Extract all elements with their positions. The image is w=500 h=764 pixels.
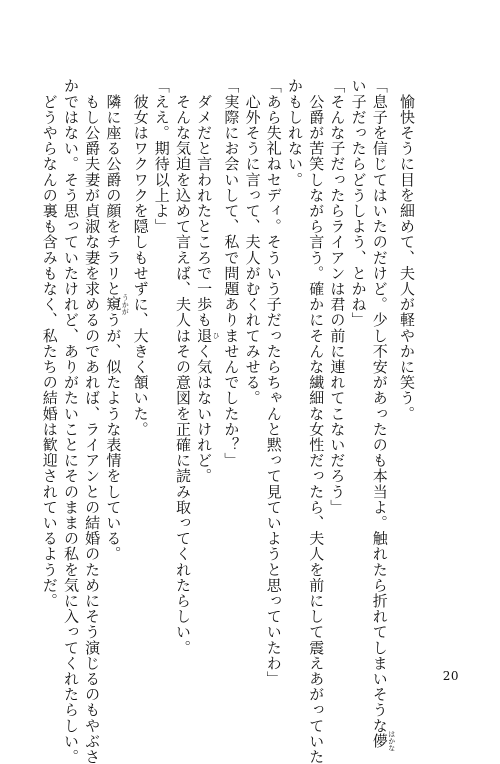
text-line-17: どうやらなんの裏も含みもなく、私たちの結婚は歓迎されているようだ。: [40, 78, 59, 609]
vertical-text-body: [39, 78, 417, 764]
text-line-15: もし公爵夫妻が貞淑な妻を求めるのであれば、ライアンとの結婚のためにそう演じるのもやぶさ: [83, 78, 102, 764]
text-line-7: 「あら失礼ねセディ。そういう子だったらちゃんと黙って見ていようと思っていたわ」: [264, 78, 283, 687]
text-line-8: 心外そうに言って、夫人がむくれてみせる。: [243, 78, 262, 406]
ruby-ukagau-reading: うかが: [121, 293, 130, 315]
text-line-13: 彼女はワクワクを隠しもせずに、大きく頷いた。: [131, 78, 150, 437]
ruby-hiku: [195, 327, 221, 344]
text-line-10-part-a: ダメだと言われたところで一歩も: [195, 78, 214, 328]
ruby-hiku-reading: ひ: [212, 327, 221, 344]
text-line-2: [369, 78, 396, 752]
text-line-3: い子だったらどうしよう、とかね」: [349, 78, 368, 328]
ruby-hakana-base: 儚: [370, 730, 389, 752]
text-line-4: 「そんな子だったらライアンは君の前に連れてこないだろう」: [328, 78, 347, 515]
ruby-ukagau: [104, 293, 130, 315]
text-line-10: [193, 78, 220, 638]
text-line-1: 愉快そうに目を細めて、夫人が軽やかに笑う。: [398, 78, 416, 422]
ruby-hiku-base: 退: [195, 327, 214, 344]
text-line-14: [102, 78, 129, 638]
text-line-16: かではない。そう思っていたけれど、ありがたいことにそのままの私を気に入ってくれたらしい。: [61, 78, 80, 764]
text-line-5: 公爵が苦笑しながら言う。確かにそんな繊細な女性だったら、夫人を前にして震えあがっていた: [307, 78, 326, 764]
text-line-14-part-b: うが、似たような表情をしている。: [104, 312, 123, 562]
text-line-6: かもしれない。: [285, 78, 304, 188]
text-line-14-part-a: 隣に座る公爵の顔をチラリと: [104, 78, 123, 297]
text-line-12: 「ええ。期待以上よ」: [152, 78, 171, 234]
ruby-ukagau-base: 窺: [104, 293, 123, 315]
ruby-hakana: [370, 730, 396, 752]
text-line-11: そんな気迫を込めて言えば、夫人はその意図を正確に読み取ってくれたらしい。: [173, 78, 192, 656]
text-line-10-part-b: く気はないけれど。: [195, 343, 214, 484]
ruby-hakana-reading: はかな: [387, 730, 396, 752]
text-line-2-part: 「息子を信じてはいたのだけど。少し不安があったのも本当よ。触れたら折れてしまいそうな: [370, 78, 389, 734]
page-number: 20: [442, 669, 459, 683]
text-line-9: 「実際にお会いして、私で問題ありませんでしたか？」: [222, 78, 241, 468]
